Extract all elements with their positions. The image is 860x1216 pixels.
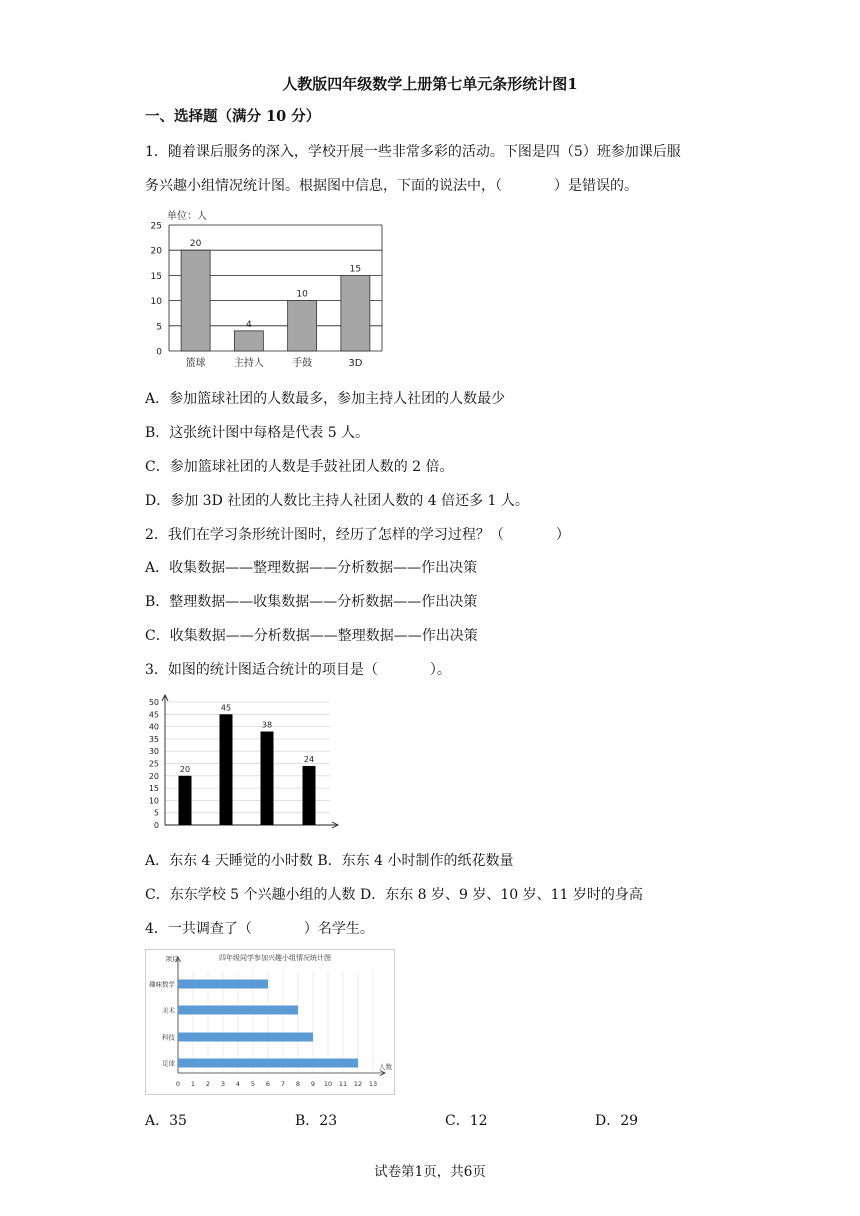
chart3-xtick-label: 10 (323, 1080, 333, 1088)
q1-stem-line1: 1．随着课后服务的深入，学校开展一些非常多彩的活动。下图是四（5）班参加课后服 (145, 144, 681, 160)
chart2-ytick-label: 30 (148, 747, 159, 757)
chart3-title: 四年级同学参加兴趣小组情况统计图 (219, 954, 331, 962)
page-footer: 试卷第1页，共6页 (374, 1164, 486, 1180)
chart3-bar (178, 1006, 298, 1015)
chart2-data-label: 38 (261, 720, 273, 730)
q4-option-b[interactable]: B．23 (295, 1113, 338, 1129)
chart2-data-label: 20 (179, 764, 191, 774)
chart1-ytick-label: 15 (150, 271, 162, 282)
chart1-ytick-label: 25 (150, 221, 162, 232)
chart1-ytick-label: 0 (156, 347, 162, 358)
chart2-ytick-label: 40 (148, 722, 159, 732)
chart2-data-label: 45 (220, 703, 232, 713)
chart3-y-axis-title: 项目 (165, 955, 179, 963)
q2-option-c[interactable]: C．收集数据——分析数据——整理数据——作出决策 (145, 628, 478, 644)
q3-stem-part-a: 3．如图的统计图适合统计的项目是（ (145, 662, 378, 678)
chart2-ytick-label: 10 (148, 796, 159, 806)
chart3-category-label: 趣味数学 (149, 980, 175, 989)
bar-chart-q1 (145, 204, 390, 372)
chart2-ytick-label: 35 (148, 734, 159, 744)
chart1-data-label: 15 (349, 264, 362, 275)
chart3-xtick-label: 4 (235, 1080, 241, 1088)
q1-stem-line2 (145, 175, 638, 195)
chart3-xtick-label: 5 (250, 1080, 256, 1088)
q3-stem-part-b: ）。 (429, 662, 451, 678)
chart3-xtick-label: 11 (338, 1080, 348, 1088)
section-heading: 一、选择题（满分 10 分） (145, 108, 321, 125)
chart1-ytick-label: 10 (150, 297, 162, 308)
chart3-xtick-label: 0 (175, 1080, 181, 1088)
chart1-bar (234, 331, 263, 351)
q4-option-a[interactable]: A．35 (145, 1113, 187, 1129)
chart2-ytick-label: 25 (148, 759, 159, 769)
q4-option-d[interactable]: D．29 (595, 1113, 639, 1129)
chart3-category-label: 科技 (162, 1033, 175, 1042)
q3-options-line1[interactable]: A．东东 4 天睡觉的小时数 B．东东 4 小时制作的纸花数量 (145, 853, 514, 869)
chart3-xtick-label: 8 (295, 1080, 301, 1088)
q2-option-b[interactable]: B．整理数据——收集数据——分析数据——作出决策 (145, 594, 478, 610)
q2-stem-part-b: ） (555, 527, 570, 543)
chart2-bar (220, 714, 233, 825)
chart1-unit-label: 单位：人 (167, 211, 207, 222)
page-title: 人教版四年级数学上册第七单元条形统计图1 (282, 75, 578, 93)
chart1-category-label: 主持人 (233, 358, 264, 369)
chart3-xtick-label: 2 (205, 1080, 211, 1088)
chart1-bar (288, 301, 317, 351)
q1-stem-part-b: ）是错误的。 (554, 178, 638, 194)
chart1-category-label: 篮球 (185, 358, 206, 369)
chart1-ytick-label: 20 (150, 246, 162, 257)
chart1-category-label: 手鼓 (292, 358, 313, 369)
chart3-xtick-label: 1 (190, 1080, 196, 1088)
chart1-category-label: 3D (348, 358, 363, 369)
q1-option-a[interactable]: A．参加篮球社团的人数最多，参加主持人社团的人数最少 (145, 391, 506, 407)
chart1-data-label: 4 (246, 319, 252, 330)
chart2-ytick-label: 15 (148, 784, 159, 794)
chart1-ytick-label: 5 (156, 322, 162, 333)
chart2-ytick-label: 50 (148, 698, 159, 707)
chart2-ytick-label: 0 (153, 821, 159, 830)
chart1-data-label: 10 (296, 289, 308, 300)
q4-stem-part-a: 4．一共调查了（ (145, 921, 252, 937)
chart2-ytick-label: 20 (148, 771, 159, 781)
q3-stem (145, 659, 451, 679)
q1-option-b[interactable]: B．这张统计图中每格是代表 5 人。 (145, 425, 370, 441)
q1-stem-part-a: 务兴趣小组情况统计图。根据图中信息，下面的说法中，（ (145, 178, 502, 194)
q4-stem-part-b: ）名学生。 (303, 921, 374, 937)
q1-option-d[interactable]: D．参加 3D 社团的人数比主持人社团人数的 4 倍还多 1 人。 (145, 493, 529, 509)
chart2-ytick-label: 5 (153, 808, 159, 818)
chart2-bar (261, 732, 274, 825)
chart3-category-label: 美术 (162, 1006, 175, 1015)
chart3-xtick-label: 9 (310, 1080, 316, 1088)
q4-stem (145, 918, 374, 938)
q2-stem (145, 524, 570, 544)
chart3-bar (178, 1033, 313, 1042)
q3-options-line2[interactable]: C．东东学校 5 个兴趣小组的人数 D．东东 8 岁、9 岁、10 岁、11 岁时的身高 (145, 887, 643, 903)
chart1-bar (341, 275, 370, 351)
chart2-bar (179, 776, 192, 825)
chart1-bar (181, 250, 210, 351)
bar-chart-q3 (145, 694, 345, 834)
q2-stem-part-a: 2．我们在学习条形统计图时，经历了怎样的学习过程？（ (145, 527, 504, 543)
chart2-data-label: 24 (303, 754, 315, 764)
chart3-xtick-label: 6 (265, 1080, 271, 1088)
chart3-x-axis-title: 人数 (379, 1063, 392, 1071)
chart3-bar (178, 980, 268, 989)
chart3-xtick-label: 3 (220, 1080, 226, 1088)
horizontal-bar-chart-q4 (145, 949, 395, 1095)
chart2-ytick-label: 45 (148, 710, 159, 720)
chart3-bar (178, 1059, 358, 1068)
chart2-bar (303, 766, 316, 825)
chart3-xtick-label: 12 (353, 1080, 363, 1088)
q1-option-c[interactable]: C．参加篮球社团的人数是手鼓社团人数的 2 倍。 (145, 459, 454, 475)
q4-options (145, 1110, 745, 1130)
chart3-category-label: 足球 (162, 1059, 175, 1068)
q4-option-c[interactable]: C．12 (445, 1113, 488, 1129)
chart3-xtick-label: 7 (280, 1080, 286, 1088)
q2-option-a[interactable]: A．收集数据——整理数据——分析数据——作出决策 (145, 560, 478, 576)
chart3-xtick-label: 13 (368, 1080, 378, 1088)
chart1-data-label: 20 (189, 239, 202, 250)
